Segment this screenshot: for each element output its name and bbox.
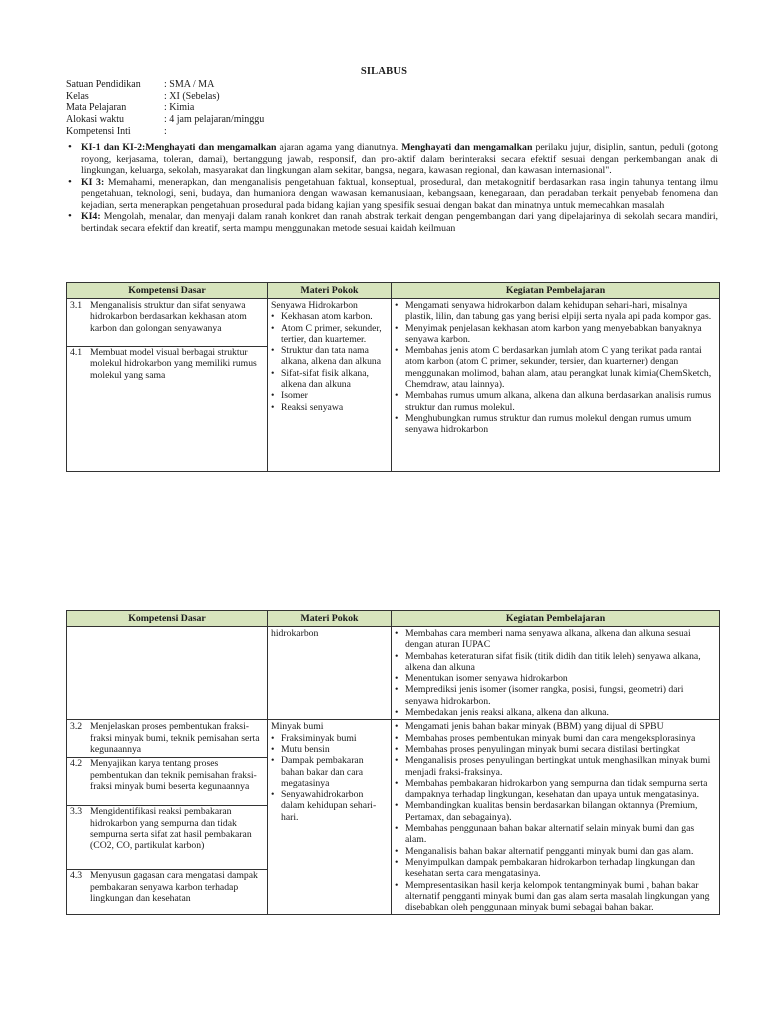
list-item: • Membahas jenis atom C berdasarkan jumlah atom C yang terikat pada rantai atom karbon (atom C primer, sekunder, tersier, dan kuarterner) dengan menggunakan molimod, bahan alam, atau perangkat lunak kimia(ChemSketch, Chemdraw, atau lainnya). — [395, 345, 716, 390]
materi-cell — [268, 299, 392, 472]
list-item: • Membahas pembakaran hidrokarbon yang sempurna dan tidak sempurna serta dampaknya terhadap lingkungan, kesehatan dan upaya untuk mengatasinya. — [395, 778, 716, 801]
list-item: • Mengamati jenis bahan bakar minyak (BBM) yang dijual di SPBU — [395, 721, 716, 732]
list-item: • Menyimak penjelasan kekhasan atom karbon yang menyebabkan banyaknya senyawa karbon. — [395, 323, 716, 346]
meta-row-core — [66, 126, 264, 138]
kd-cell — [67, 720, 268, 915]
document-title: SILABUS — [360, 66, 408, 77]
list-item: • Membahas cara memberi nama senyawa alkana, alkena dan alkuna sesuai dengan aturan IUPAC — [395, 628, 716, 651]
kd-cell — [67, 627, 268, 720]
meta-key: Satuan Pendidikan — [66, 79, 141, 90]
header-materi: Materi Pokok — [268, 283, 392, 299]
meta-value: : 4 jam pelajaran/minggu — [164, 114, 265, 126]
list-item: • Fraksiminyak bumi — [271, 733, 388, 744]
materi-continued: hidrokarbon — [271, 628, 319, 639]
meta-row-class — [66, 91, 264, 103]
list-item: • Isomer — [271, 390, 388, 401]
materi-title: Minyak bumi — [271, 721, 324, 733]
materi-list — [271, 311, 388, 413]
meta-row-time — [66, 114, 264, 126]
header-kegiatan: Kegiatan Pembelajaran — [392, 283, 720, 299]
list-item: • Menganalisis bahan bakar alternatif pengganti minyak bumi dan gas alam. — [395, 846, 716, 857]
list-item: • Menghubungkan rumus struktur dan rumus molekul dengan rumus umum senyawa hidrokarbon — [395, 413, 716, 436]
list-item: • Mempresentasikan hasil kerja kelompok tentangminyak bumi , bahan bakar alternatif pengganti minyak bumi dan gas alam serta masalah lingkungan yang disebabkan oleh penggunaan minyak bumi sebagai bahan bakar. — [395, 880, 716, 914]
kegiatan-list — [395, 300, 716, 436]
ki-3-item: • KI 3: Memahami, menerapkan, dan menganalisis pengetahuan faktual, konseptual, prosedural, dan metakognitif berdasarkan rasa ingin tahunya tentang ilmu pengetahuan, teknologi, seni, budaya, dan humaniora dengan wawasan kemanusiaan, kebangsaan, kenegaraan, dan peradaban terkait penyebab fenomena dan kejadian, serta menerapkan pengetahuan prosedural pada bidang kajian yang spesifik sesuai dengan bakat dan minatnya untuk memecahkan masalah — [66, 177, 718, 212]
kd-item: 4.2 Menyajikan karya tentang proses pembentukan dan teknik pemisahan fraksi-fraksi minyak bumi beserta kegunaannya — [70, 758, 257, 792]
kd-item: 4.3 Menyusun gagasan cara mengatasi dampak pembakaran senyawa karbon terhadap lingkungan dan kesehatan — [70, 870, 258, 904]
materi-cell — [268, 720, 392, 915]
list-item: • Atom C primer, sekunder, tertier, dan kuartemer. — [271, 323, 388, 346]
list-item: • Membandingkan kualitas bensin berdasarkan bilangan oktannya (Premium, Pertamax, dan sebagainya). — [395, 800, 716, 823]
list-item: • Senyawahidrokarbon dalam kehidupan sehari-hari. — [271, 789, 388, 823]
syllabus-table-2 — [66, 610, 720, 915]
meta-value: : — [164, 125, 167, 137]
kd-item: 4.1 Membuat model visual berbagai struktur molekul hidrokarbon yang memiliki rumus molekul yang sama — [70, 347, 257, 381]
list-item: • Menyimpulkan dampak pembakaran hidrokarbon terhadap lingkungan dan kesehatan serta cara mengatasinya. — [395, 857, 716, 880]
list-item: • Membahas keteraturan sifat fisik (titik didih dan titik leleh) senyawa alkana, alkena dan alkuna — [395, 651, 716, 674]
list-item: • Memprediksi jenis isomer (isomer rangka, posisi, fungsi, geometri) dari senyawa hidrokarbon. — [395, 684, 716, 707]
kd-cell — [67, 299, 268, 472]
materi-list — [271, 733, 388, 823]
list-item: • Menganalisis proses penyulingan bertingkat untuk menghasilkan minyak bumi menjadi fraksi-fraksinya. — [395, 755, 716, 778]
table-header-row — [67, 611, 720, 627]
kd-item: 3.2 Menjelaskan proses pembentukan fraksi-fraksi minyak bumi, teknik pemisahan serta kegunaannya — [70, 721, 260, 755]
header-materi: Materi Pokok — [268, 611, 392, 627]
list-item: • Membahas proses penyulingan minyak bumi secara distilasi bertingkat — [395, 744, 716, 755]
list-item: • Struktur dan tata nama alkana, alkena dan alkuna — [271, 345, 388, 368]
table-row — [67, 299, 720, 472]
kd-item: 3.3 Mengidentifikasi reaksi pembakaran hidrokarbon yang sempurna dan tidak sempurna serta sifat zat hasil pembakaran (CO2, CO, partikulat karbon) — [70, 806, 252, 852]
list-item: • Membahas rumus umum alkana, alkena dan alkuna berdasarkan analisis rumus struktur dan rumus molekul. — [395, 390, 716, 413]
kegiatan-cell — [392, 299, 720, 472]
ki-4-item: • KI4: Mengolah, menalar, dan menyaji dalam ranah konkret dan ranah abstrak terkait dengan pengembangan dari yang dipelajarinya di sekolah secara mandiri, bertindak secara efektif dan kreatif, serta mampu menggunakan metode sesuai kaidah keilmuan — [66, 211, 718, 234]
table-header-row — [67, 283, 720, 299]
list-item: • Membahas proses pembentukan minyak bumi dan cara mengeksplorasinya — [395, 733, 716, 744]
header-kegiatan: Kegiatan Pembelajaran — [392, 611, 720, 627]
core-competency-list — [66, 142, 718, 234]
materi-title: Senyawa Hidrokarbon — [271, 300, 358, 311]
list-item: • Mengamati senyawa hidrokarbon dalam kehidupan sehari-hari, misalnya plastik, lilin, dan tabung gas yang berisi elpiji serta nyala api pada kompor gas. — [395, 300, 716, 323]
meta-value: : SMA / MA — [164, 79, 215, 90]
table-row — [67, 627, 720, 720]
kd-item: 3.1 Menganalisis struktur dan sifat senyawa hidrokarbon berdasarkan kekhasan atom karbon dan golongan senyawanya — [70, 300, 247, 334]
meta-key: Kompetensi Inti — [66, 125, 131, 137]
materi-cell — [268, 627, 392, 720]
header-kd: Kompetensi Dasar — [67, 283, 268, 299]
meta-row-subject — [66, 102, 264, 114]
list-item: • Dampak pembakaran bahan bakar dan cara megatasinya — [271, 755, 388, 789]
list-item: • Reaksi senyawa — [271, 402, 388, 413]
list-item: • Sifat-sifat fisik alkana, alkena dan alkuna — [271, 368, 388, 391]
ki-1-2-item: • KI-1 dan KI-2:Menghayati dan mengamalkan ajaran agama yang dianutnya. Menghayati dan mengamalkan perilaku jujur, disiplin, santun, peduli (gotong royong, kerjasama, toleran, damai), bertanggung jawab, responsif, dan pro-aktif dalam berinteraksi secara efektif sesuai dengan perkembangan anak di lingkungan, keluarga, sekolah, masyarakat dan lingkungan alam sekitar, bangsa, negara, kawasan regional, dan kawasan internasional". — [66, 142, 718, 177]
kegiatan-cell — [392, 720, 720, 915]
header-kd: Kompetensi Dasar — [67, 611, 268, 627]
list-item: • Membedakan jenis reaksi alkana, alkena dan alkuna. — [395, 707, 716, 718]
kegiatan-list — [395, 721, 716, 913]
list-item: • Menentukan isomer senyawa hidrokarbon — [395, 673, 716, 684]
course-info — [66, 79, 264, 138]
list-item: • Kekhasan atom karbon. — [271, 311, 388, 322]
syllabus-table-1 — [66, 282, 720, 472]
meta-value: : Kimia — [164, 102, 195, 114]
meta-key: Kelas — [66, 90, 89, 102]
meta-row-school — [66, 79, 264, 91]
list-item: • Mutu bensin — [271, 744, 388, 755]
meta-key: Alokasi waktu — [66, 114, 125, 126]
list-item: • Membahas penggunaan bahan bakar alternatif selain minyak bumi dan gas alam. — [395, 823, 716, 846]
kegiatan-list — [395, 628, 716, 718]
table-row — [67, 720, 720, 915]
kegiatan-cell — [392, 627, 720, 720]
meta-key: Mata Pelajaran — [66, 102, 127, 114]
meta-value: : XI (Sebelas) — [164, 90, 220, 102]
